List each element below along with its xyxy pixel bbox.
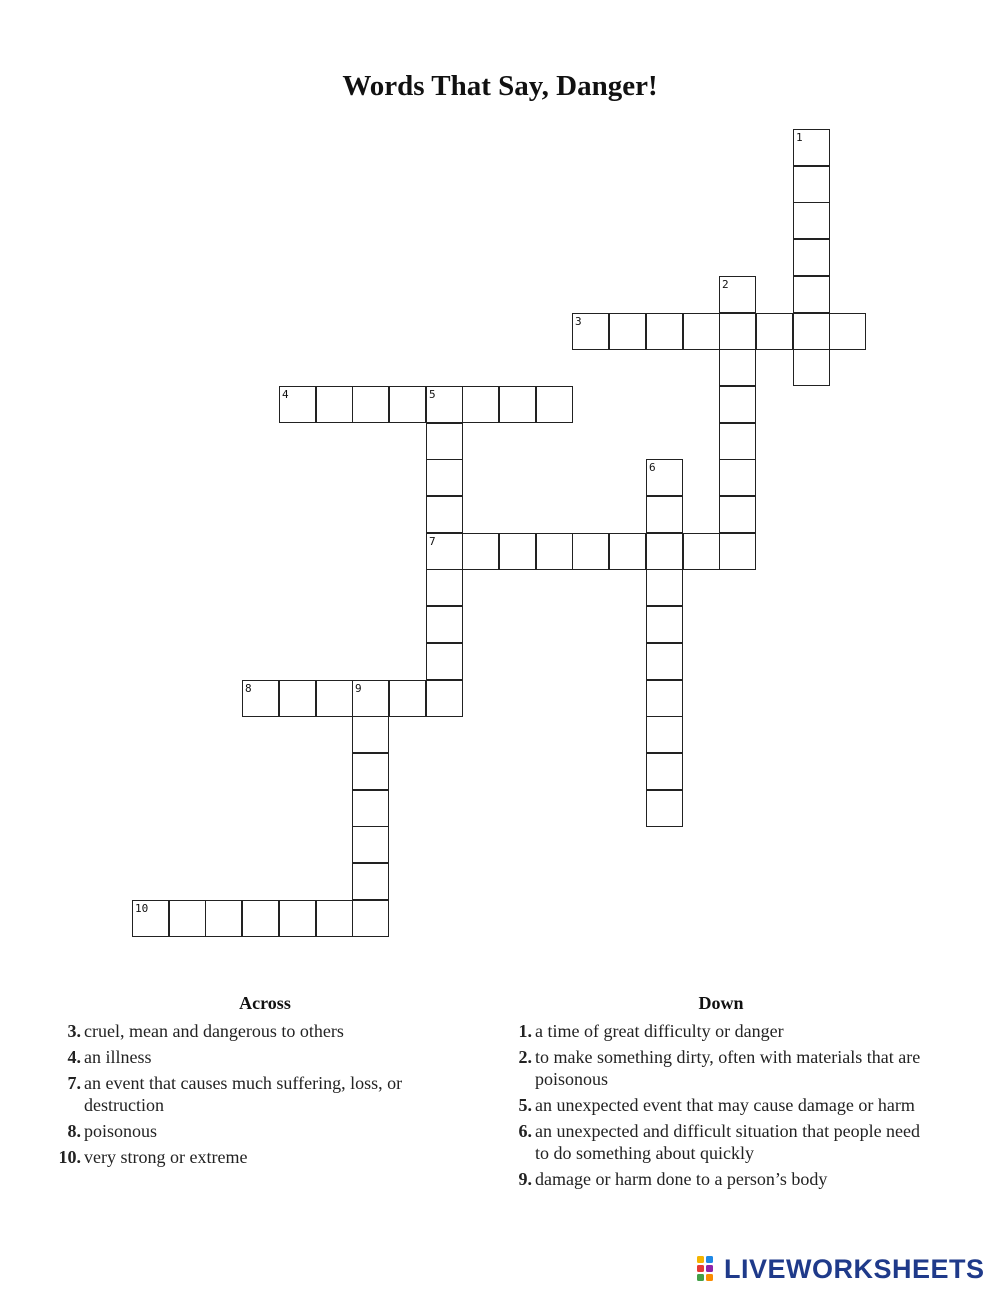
crossword-cell [683,533,720,570]
crossword-cell [426,496,463,533]
letter-input[interactable] [500,534,535,569]
letter-input[interactable] [684,314,719,349]
across-clues [55,992,475,1172]
letter-input[interactable] [427,644,462,679]
letter-input[interactable] [353,754,388,789]
crossword-cell [536,386,573,423]
clue-text: an unexpected event that may cause damage or harm [535,1095,915,1115]
letter-input[interactable] [390,387,425,422]
crossword-cell [352,863,389,900]
cell-number: 3 [575,315,582,328]
letter-input[interactable] [720,387,755,422]
across-heading: Across [239,993,291,1013]
clue-number: 2. [518,1047,532,1067]
letter-input[interactable] [353,387,388,422]
clue-number: 9. [518,1169,532,1189]
letter-input[interactable] [647,644,682,679]
crossword-cell [719,276,756,313]
crossword-cell [462,386,499,423]
clue-across-8 [55,1120,475,1142]
letter-input[interactable] [720,350,755,385]
letter-input[interactable] [353,791,388,826]
letter-input[interactable] [684,534,719,569]
letter-input[interactable] [427,387,462,422]
crossword-cell [793,349,830,386]
letter-input[interactable] [243,681,278,716]
letter-input[interactable] [280,901,315,936]
crossword-cell [389,680,426,717]
crossword-cell [756,313,793,350]
letter-input[interactable] [427,534,462,569]
letter-input[interactable] [647,497,682,532]
letter-input[interactable] [573,534,608,569]
crossword-cell [169,900,206,937]
crossword-cell [646,643,683,680]
crossword-cell [793,313,830,350]
crossword-cell [426,386,463,423]
letter-input[interactable] [794,203,829,238]
clue-number: 6. [518,1121,532,1141]
letter-input[interactable] [500,387,535,422]
letter-input[interactable] [427,607,462,642]
down-heading: Down [698,993,744,1013]
letter-input[interactable] [610,314,645,349]
letter-input[interactable] [794,240,829,275]
crossword-cell [646,680,683,717]
letter-input[interactable] [353,901,388,936]
crossword-cell [426,423,463,460]
clue-text: an illness [84,1047,152,1067]
crossword-cell [352,386,389,423]
crossword-cell [646,753,683,790]
crossword-cell [352,716,389,753]
letter-input[interactable] [427,497,462,532]
clue-text: cruel, mean and dangerous to others [84,1021,344,1041]
liveworksheets-logo [697,1253,985,1285]
letter-input[interactable] [206,901,241,936]
crossword-cell [352,900,389,937]
letter-input[interactable] [390,681,425,716]
crossword-cell [316,900,353,937]
clue-across-4 [55,1046,475,1068]
crossword-cell [719,349,756,386]
letter-input[interactable] [757,314,792,349]
crossword-cell [426,606,463,643]
crossword-cell [352,753,389,790]
clue-text: an unexpected and difficult situation that people need to do something about quickly [535,1121,921,1163]
letter-input[interactable] [427,570,462,605]
letter-input[interactable] [720,460,755,495]
crossword-cell [572,313,609,350]
cell-number: 8 [245,682,252,695]
crossword-cell [646,790,683,827]
crossword-cell [316,386,353,423]
liveworksheets-logo-icon [697,1256,721,1282]
crossword-cell [426,569,463,606]
crossword-cell [499,386,536,423]
letter-input[interactable] [317,901,352,936]
crossword-cell [426,643,463,680]
letter-input[interactable] [427,424,462,459]
crossword-cell [719,496,756,533]
letter-input[interactable] [353,717,388,752]
letter-input[interactable] [133,901,168,936]
letter-input[interactable] [720,277,755,312]
crossword-cell [719,386,756,423]
crossword-cell [316,680,353,717]
letter-input[interactable] [647,607,682,642]
cell-number: 2 [722,278,729,291]
letter-input[interactable] [720,314,755,349]
clue-number: 5. [518,1095,532,1115]
crossword-cell [572,533,609,570]
crossword-cell [426,459,463,496]
crossword-cell [242,900,279,937]
letter-input[interactable] [830,314,865,349]
clue-number: 10. [58,1147,81,1167]
crossword-cell [719,533,756,570]
letter-input[interactable] [794,350,829,385]
cell-number: 1 [796,131,803,144]
letter-input[interactable] [794,130,829,165]
cell-number: 9 [355,682,362,695]
crossword-cell [462,533,499,570]
letter-input[interactable] [647,681,682,716]
clue-down-5 [506,1094,936,1116]
crossword-cell [609,313,646,350]
letter-input[interactable] [720,497,755,532]
letter-input[interactable] [280,681,315,716]
letter-input[interactable] [353,681,388,716]
clue-text: very strong or extreme [84,1147,248,1167]
letter-input[interactable] [353,864,388,899]
letter-input[interactable] [537,534,572,569]
crossword-cell [426,680,463,717]
crossword-cell [279,900,316,937]
clue-number: 1. [518,1021,532,1041]
crossword-cell [683,313,720,350]
clue-across-3 [55,1020,475,1042]
clue-down-1 [506,1020,936,1042]
crossword-cell [609,533,646,570]
letter-input[interactable] [573,314,608,349]
down-clues [506,992,936,1194]
crossword-cell [719,459,756,496]
crossword-cell [646,313,683,350]
letter-input[interactable] [720,424,755,459]
crossword-cell [646,459,683,496]
letter-input[interactable] [647,754,682,789]
letter-input[interactable] [243,901,278,936]
crossword-cell [536,533,573,570]
clue-down-2 [506,1046,936,1090]
clue-text: an event that causes much suffering, loss, or destruction [84,1073,403,1115]
clue-across-10 [55,1146,475,1168]
letter-input[interactable] [463,387,498,422]
cell-number: 10 [135,902,149,915]
clue-text: poisonous [84,1121,158,1141]
crossword-cell [426,533,463,570]
crossword-cell [132,900,169,937]
letter-input[interactable] [317,387,352,422]
crossword-cell [719,313,756,350]
letter-input[interactable] [647,460,682,495]
crossword-cell [352,790,389,827]
letter-input[interactable] [170,901,205,936]
crossword-cell [793,202,830,239]
crossword-cell [352,680,389,717]
crossword-cell [352,826,389,863]
cell-number: 4 [282,388,289,401]
clue-down-9 [506,1168,936,1190]
crossword-cell [499,533,536,570]
crossword-cell [719,423,756,460]
clue-text: damage or harm done to a person’s body [535,1169,828,1189]
crossword-cell [793,276,830,313]
letter-input[interactable] [647,791,682,826]
letter-input[interactable] [463,534,498,569]
clue-down-6 [506,1120,936,1164]
crossword-cell [242,680,279,717]
crossword-cell [389,386,426,423]
letter-input[interactable] [427,681,462,716]
crossword-cell [829,313,866,350]
clue-text: to make something dirty, often with materials that are poisonous [535,1047,921,1089]
clue-number: 8. [67,1121,81,1141]
letter-input[interactable] [610,534,645,569]
letter-input[interactable] [647,717,682,752]
letter-input[interactable] [280,387,315,422]
clue-number: 4. [67,1047,81,1067]
crossword-cell [279,386,316,423]
letter-input[interactable] [537,387,572,422]
letter-input[interactable] [794,167,829,202]
crossword-cell [205,900,242,937]
letter-input[interactable] [353,827,388,862]
cell-number: 5 [429,388,436,401]
crossword-cell [793,166,830,203]
crossword-cell [646,606,683,643]
letter-input[interactable] [794,314,829,349]
letter-input[interactable] [427,460,462,495]
letter-input[interactable] [647,534,682,569]
clue-text: a time of great difficulty or danger [535,1021,784,1041]
crossword-cell [793,129,830,166]
letter-input[interactable] [720,534,755,569]
crossword-cell [646,716,683,753]
crossword-cell [646,496,683,533]
crossword-cell [793,239,830,276]
letter-input[interactable] [317,681,352,716]
crossword-cell [646,533,683,570]
clue-number: 7. [67,1073,81,1093]
logo-text: LIVEWORKSHEETS [724,1253,985,1284]
letter-input[interactable] [794,277,829,312]
crossword-cell [646,569,683,606]
clue-across-7 [55,1072,475,1116]
page-title: Words That Say, Danger! [342,70,658,102]
clue-number: 3. [67,1021,81,1041]
crossword-cell [279,680,316,717]
cell-number: 6 [649,461,656,474]
letter-input[interactable] [647,314,682,349]
cell-number: 7 [429,535,436,548]
letter-input[interactable] [647,570,682,605]
